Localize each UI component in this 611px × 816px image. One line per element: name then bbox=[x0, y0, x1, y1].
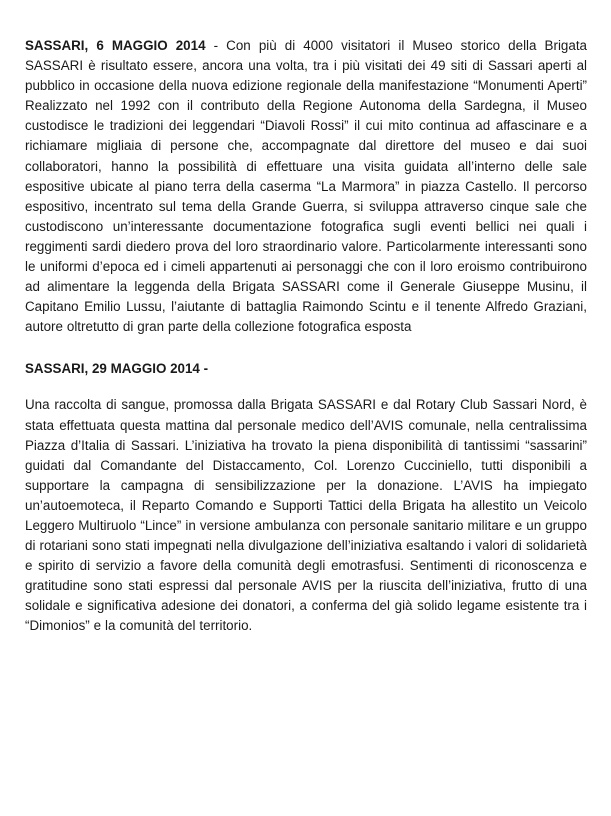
article-2-heading: SASSARI, 29 MAGGIO 2014 - bbox=[25, 361, 209, 377]
document-page bbox=[25, 36, 587, 637]
article-1-paragraph bbox=[25, 36, 587, 337]
article-1-body: Con più di 4000 visitatori il Museo storico della Brigata SASSARI è risultato essere, ancora una volta, tra i più visitati dei 49 siti di Sassari aperti al pubblico in occasione della nuova edizione regionale della manifestazione “Monumenti Aperti” Realizzato nel 1992 con il contributo della Regione Autonoma della Sardegna, il Museo custodisce le tradizioni dei leggendari “Diavoli Rossi” il cui mito continua ad affascinare e a richiamare migliaia di persone che, accompagnate dal direttore del museo e dai suoi collaboratori, hanno la possibilità di effettuare una visita guidata all’interno delle sale espositive ubicate al piano terra della caserma “La Marmora” in piazza Castello. Il percorso espositivo, incentrato sul tema della Grande Guerra, si sviluppa attraverso cinque sale che custodiscono un’interessante documentazione fotografica sugli eventi bellici nei quali i reggimenti sardi diedero prova del loro straordinario valore. Particolarmente interessanti sono le uniformi d’epoca ed i cimeli appartenuti ai personaggi che con il loro eroismo contribuirono ad alimentare la leggenda della Brigata SASSARI come il Generale Giuseppe Musinu, il Capitano Emilio Lussu, l’aiutante di battaglia Raimondo Scintu e il tenente Alfredo Graziani, autore oltretutto di gran parte della collezione fotografica esposta bbox=[25, 38, 587, 335]
article-1-separator: - bbox=[205, 38, 227, 53]
article-1-dateline: SASSARI, 6 MAGGIO 2014 bbox=[25, 38, 206, 53]
article-2-body: Una raccolta di sangue, promossa dalla Brigata SASSARI e dal Rotary Club Sassari Nord, è stata effettuata questa mattina dal personale medico dell’AVIS comunale, nella centralissima Piazza d’Italia di Sassari. L’iniziativa ha trovato la piena disponibilità di tantissimi “sassarini” guidati dal Comandante del Distaccamento, Col. Lorenzo Cucciniello, tutti disponibili a supportare la campagna di sensibilizzazione per la donazione. L’AVIS ha impiegato un’autoemoteca, il Reparto Comando e Supporti Tattici della Brigata ha allestito un Veicolo Leggero Multiruolo “Lince” in versione ambulanza con personale sanitario militare e un gruppo di rotariani sono stati impegnati nella divulgazione dell’iniziativa esaltando i valori di solidarietà e spirito di servizio a favore della comunità degli emotrasfusi. Sentimenti di riconoscenza e gratitudine sono stati espressi dal personale AVIS per la riuscita dell’iniziativa, frutto di una solidale e significativa adesione dei donatori, a conferma del già solido legame esistente tra i “Dimonios” e la comunità del territorio. bbox=[25, 397, 587, 634]
